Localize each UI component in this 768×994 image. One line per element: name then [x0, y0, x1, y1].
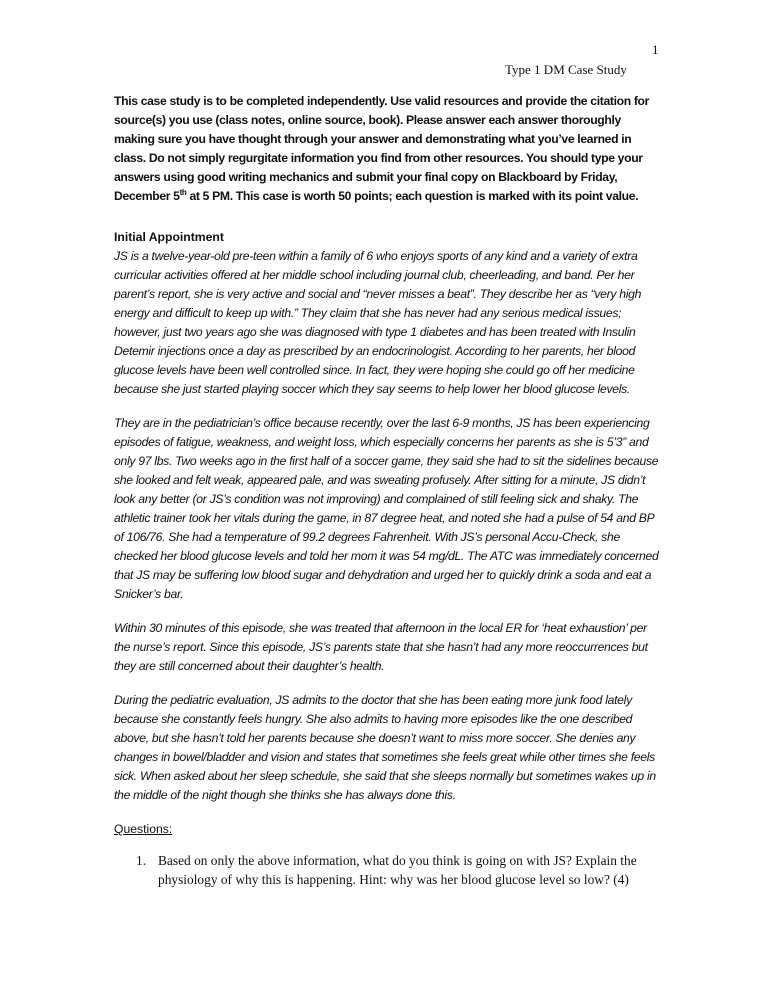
question-item [114, 851, 659, 889]
case-paragraph-1: JS is a twelve-year-old pre-teen within a family of 6 who enjoys sports of any kind and a variety of extra curricular activities offered at her middle school including journal club, cheerleading, and band. Per her parent’s report, she is very active and social and “never misses a beat”. They describe her as “very high energy and difficult to keep up with.” They claim that she has never had any serious medical issues; however, just two years ago she was diagnosed with type 1 diabetes and has been treated with Insulin Detemir injections once a day as prescribed by an endocrinologist. According to her parents, her blood glucose levels have been well controlled since. In fact, they were hoping she could go off her medicine because she just started playing soccer which they say seems to help lower her blood glucose levels. [114, 249, 642, 396]
instructions-text: This case study is to be completed independently. Use valid resources and provide the citation for source(s) you use (class notes, online source, book). Please answer each answer thoroughly making sure you have thought through your answer and demonstrating what you’ve learned in class. Do not simply regurgitate information you find from other resources. You should type your answers using good writing mechanics and submit your final copy on Blackboard by Friday, December 5 [114, 94, 650, 203]
question-number: 1. [136, 853, 147, 868]
section-title: Initial Appointment [114, 230, 224, 244]
case-paragraph-2: They are in the pediatrician’s office because recently, over the last 6-9 months, JS has been experiencing episodes of fatigue, weakness, and weight loss, which especially concerns her parents as she is 5’3” and only 97 lbs. Two weeks ago in the first half of a soccer game, they said she had to sit the sidelines because she looked and felt weak, appeared pale, and was sweating profusely. After sitting for a minute, JS didn’t look any better (or JS’s condition was not improving) and complained of still feeling sick and shaky. The athletic trainer took her vitals during the game, in 87 degree heat, and noted she had a pulse of 54 and BP of 106/76. She had a temperature of 99.2 degrees Fahrenheit. With JS’s personal Accu-Check, she checked her blood glucose levels and told her mom it was 54 mg/dL. The ATC was immediately concerned that JS may be suffering low blood sugar and dehydration and urged her to quickly drink a soda and eat a Snicker’s bar. [114, 416, 659, 601]
case-paragraph-3: Within 30 minutes of this episode, she was treated that afternoon in the local ER for ‘heat exhaustion’ per the nurse’s report. Since this episode, JS’s parents state that she hasn’t had any more reoccurrences but they are still concerned about their daughter’s health. [114, 621, 648, 673]
running-header-title: Type 1 DM Case Study [505, 62, 627, 77]
questions-heading: Questions: [114, 822, 173, 836]
page-number: 1 [652, 42, 659, 57]
instructions-text-end: at 5 PM. This case is worth 50 points; each question is marked with its point value. [186, 189, 639, 203]
instructions-paragraph [114, 92, 659, 206]
ordinal-suffix: th [179, 187, 187, 197]
case-paragraph-4: During the pediatric evaluation, JS admits to the doctor that she has been eating more junk food lately because she constantly feels hungry. She also admits to having more episodes like the one described above, but she hasn’t told her parents because she doesn’t want to miss more soccer. She denies any changes in bowel/bladder and vision and states that sometimes she feels great while other times she feels sick. When asked about her sleep schedule, she said that she sleeps normally but sometimes wakes up in the middle of the night though she thinks she has always done this. [114, 693, 656, 802]
questions-list [114, 851, 659, 889]
question-text: Based on only the above information, what do you think is going on with JS? Explain the physiology of why this is happening. Hint: why was her blood glucose level so low? (4) [158, 853, 637, 887]
document-body [114, 92, 659, 889]
